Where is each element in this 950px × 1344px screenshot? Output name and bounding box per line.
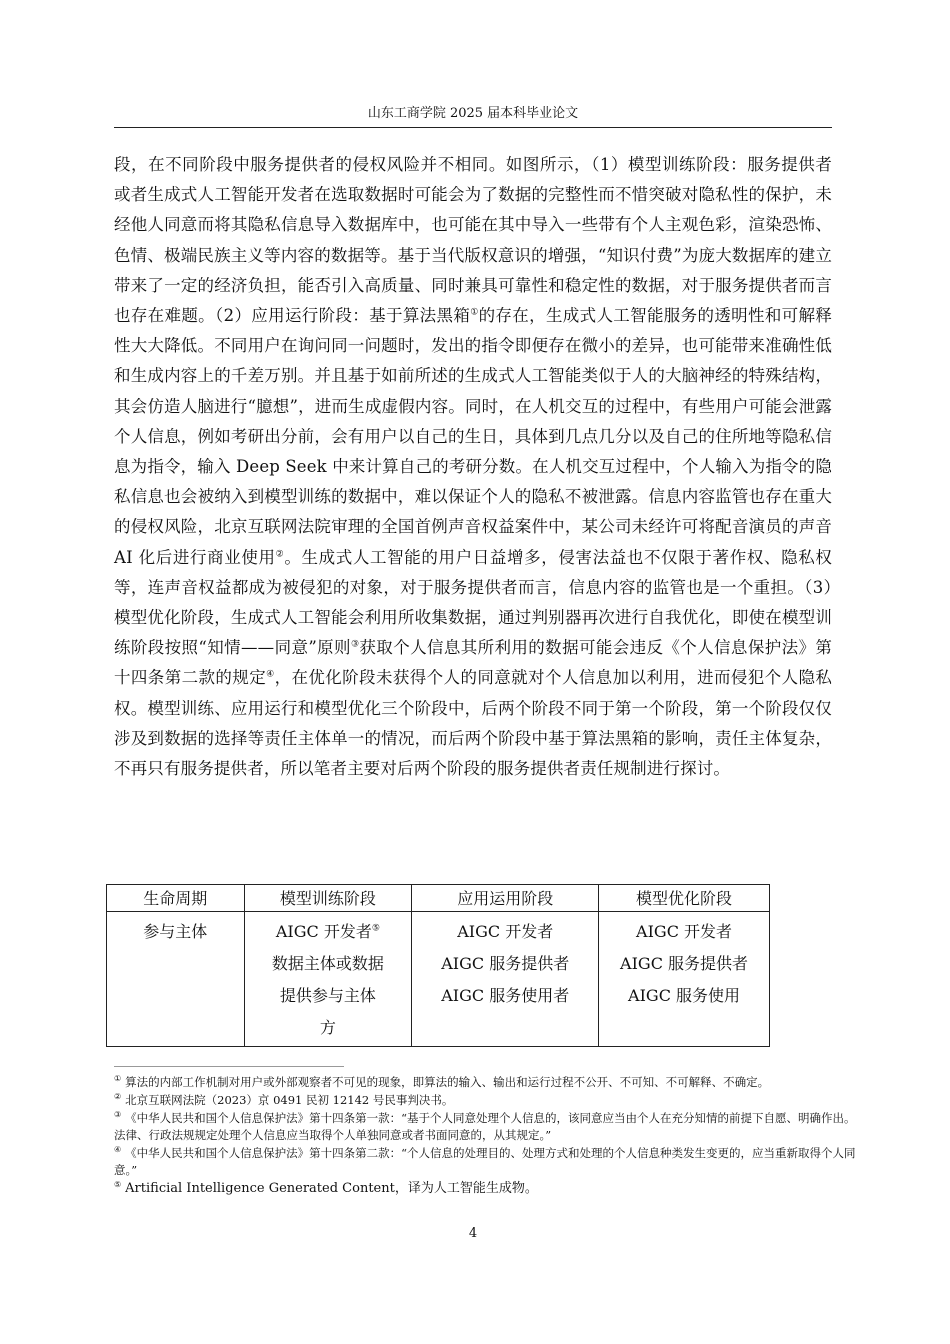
footnote-ref-3[interactable]: ③ — [350, 639, 360, 650]
table-row — [107, 912, 770, 1047]
running-header: 山东工商学院 2025 届本科毕业论文 — [367, 106, 579, 121]
header-cell-application: 应用运用阶段 — [412, 885, 599, 912]
footnote-ref-5[interactable]: ⑤ — [371, 923, 380, 934]
main-paragraph — [114, 150, 832, 784]
footnote-text: 算法的内部工作机制对用户或外部观察者不可见的现象，即算法的输入、输出和运行过程不公开、不可知、不可解释、不确定。 — [125, 1075, 770, 1089]
training-participants-cell — [244, 912, 412, 1047]
footnote-mark: ② — [114, 1092, 122, 1102]
paragraph-segment-3: 。生成式人工智能的用户日益增多，侵害法益也不仅限于著作权、隐私权等，连声音权益都成为被侵犯的对象，对于服务提供者而言，信息内容的监管也是一个重担。（3）模型优化阶段，生成式人工智能会利用所收集数据，通过判别器再次进行自我优化，即使在模型训练阶段按照“知情——同意”原则 — [114, 547, 832, 658]
cell-line: AIGC 服务提供者 — [441, 954, 570, 973]
paragraph-segment-1: 段，在不同阶段中服务提供者的侵权风险并不相同。如图所示，（1）模型训练阶段：服务提供者或者生成式人工智能开发者在选取数据时可能会为了数据的完整性而不惜突破对隐私性的保护，未经他人同意而将其隐私信息导入数据库中，也可能在其中导入一些带有个人主观色彩，渲染恐怖、色情、极端民族主义等内容的数据等。基于当代版权意识的增强，“知识付费”为庞大数据库的建立带来了一定的经济负担，能否引入高质量、同时兼具可靠性和稳定性的数据，对于服务提供者而言也存在难题。（2）应用运行阶段：基于算法黑箱 — [114, 155, 832, 326]
cell-line: AIGC 服务提供者 — [620, 954, 749, 973]
footnote-mark: ① — [114, 1074, 122, 1084]
footnote-2 — [114, 1092, 864, 1109]
cell-line: 数据主体或数据 — [271, 954, 384, 973]
footnote-text: Artificial Intelligence Generated Content，译为人工智能生成物。 — [125, 1181, 538, 1196]
application-participants-cell — [412, 912, 599, 1047]
cell-line: AIGC 开发者 — [636, 922, 733, 941]
paragraph-segment-4: 获取个人信息其所利用的数据可能会违反《个人信息保护法》第十四条第二款的规定 — [114, 638, 833, 688]
footnote-separator — [114, 1066, 344, 1067]
footnote-text: 《中华人民共和国个人信息保护法》第十四条第一款：“基于个人同意处理个人信息的，该同意应当由个人在充分知情的前提下自愿、明确作出。法律、行政法规规定处理个人信息应当取得个人单独同意或者书面同意的，从其规定。” — [114, 1111, 856, 1142]
footnote-ref-4[interactable]: ④ — [266, 669, 275, 680]
footnote-5 — [114, 1180, 864, 1198]
footnote-3 — [114, 1110, 864, 1144]
footnote-mark: ⑤ — [114, 1179, 122, 1189]
footnote-text: 北京互联网法院（2023）京 0491 民初 12142 号民事判决书。 — [125, 1093, 454, 1107]
cell-line — [251, 916, 406, 948]
table-header-row — [107, 885, 770, 912]
optimization-participants-cell — [599, 912, 770, 1047]
header-cell-lifecycle: 生命周期 — [107, 885, 245, 912]
paragraph-segment-2: 的存在，生成式人工智能服务的透明性和可解释性大大降低。不同用户在询问同一问题时，发出的指令即便存在微小的差异，也可能带来准确性低和生成内容上的千差万别。并且基于如前所述的生成式人工智能类似于人的大脑神经的特殊结构，其会仿造人脑进行“臆想”，进而生成虚假内容。同时，在人机交互的过程中，有些用户可能会泄露个人信息，例如考研出分前，会有用户以自己的生日，具体到几点几分以及自己的住所地等隐私信息为指令，输入 Deep Seek 中来计算自己的考研分数。在人机交互过程中，个人输入为指令的隐私信息也会被纳入到模型训练的数据中，难以保证个人的隐私不被泄露。信息内容监管也存在重大的侵权风险，北京互联网法院审理的全国首例声音权益案件中，某公司未经许可将配音演员的声音 AI 化后进行商业使用 — [114, 306, 832, 567]
cell-line: AIGC 服务使用者 — [441, 986, 570, 1005]
footnote-ref-1[interactable]: ① — [470, 307, 479, 318]
footnote-4 — [114, 1145, 864, 1179]
header-cell-optimization: 模型优化阶段 — [599, 885, 770, 912]
footnote-text: 《中华人民共和国个人信息保护法》第十四条第二款：“个人信息的处理目的、处理方式和处理的个人信息种类发生变更的，应当重新取得个人同意。” — [114, 1146, 856, 1177]
page-number: 4 — [468, 1226, 478, 1241]
footnote-1 — [114, 1074, 864, 1091]
row-label-cell: 参与主体 — [107, 912, 245, 1047]
cell-line: AIGC 服务使用 — [628, 986, 741, 1005]
lifecycle-table — [106, 884, 770, 1047]
header-rule — [114, 127, 832, 128]
footnote-mark: ④ — [114, 1145, 122, 1155]
cell-line: AIGC 开发者 — [457, 922, 554, 941]
cell-line: 方 — [319, 1018, 336, 1037]
paragraph-segment-5: ，在优化阶段未获得个人的同意就对个人信息加以利用，进而侵犯个人隐私权。模型训练、应用运行和模型优化三个阶段中，后两个阶段不同于第一个阶段，第一个阶段仅仅涉及到数据的选择等责任主体单一的情况，而后两个阶段中基于算法黑箱的影响，责任主体复杂，不再只有服务提供者，所以笔者主要对后两个阶段的服务提供者责任规制进行探讨。 — [114, 668, 832, 779]
cell-text: AIGC 开发者 — [275, 922, 372, 941]
footnotes — [114, 1074, 864, 1199]
cell-line: 提供参与主体 — [279, 986, 376, 1005]
footnote-mark: ③ — [114, 1110, 122, 1120]
footnote-ref-2[interactable]: ② — [275, 549, 285, 560]
header-cell-training: 模型训练阶段 — [244, 885, 412, 912]
